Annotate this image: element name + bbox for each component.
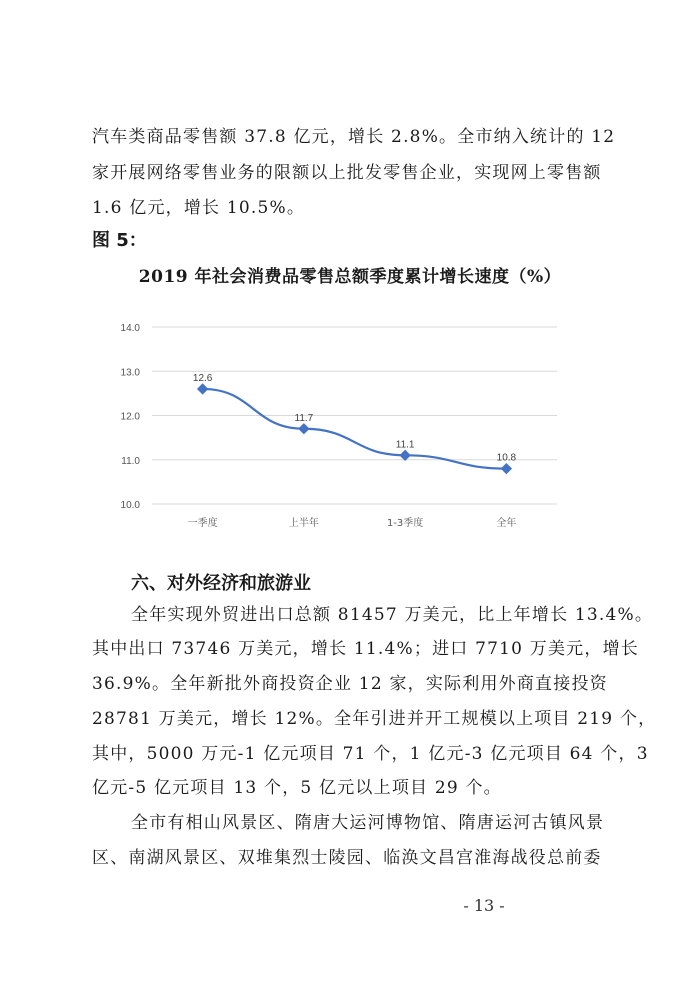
y-tick-label: 11.0: [121, 455, 140, 467]
paragraph-line: 1.6 亿元，增长 10.5%。: [92, 198, 306, 218]
chart-series: [197, 383, 512, 474]
paragraph-line: 亿元-5 亿元项目 13 个，5 亿元以上项目 29 个。: [92, 778, 502, 798]
x-tick-label: 上半年: [288, 518, 319, 529]
paragraph-line: 36.9%。全年新批外商投资企业 12 家，实际利用外商直接投资: [92, 674, 608, 694]
chart-gridlines: [152, 327, 557, 504]
paragraph-line: 全市有相山风景区、隋唐大运河博物馆、隋唐运河古镇风景: [131, 813, 605, 833]
y-axis-tick-labels: [121, 323, 141, 511]
paragraph-line: 28781 万美元，增长 12%。全年引进并开工规模以上项目 219 个，: [92, 709, 657, 729]
paragraph-line: 汽车类商品零售额 37.8 亿元，增长 2.8%。全市纳入统计的 12: [92, 127, 616, 147]
paragraph-line: 区、南湖风景区、双堆集烈士陵园、临涣文昌宫淮海战役总前委: [92, 848, 602, 868]
x-tick-label: 一季度: [187, 518, 218, 529]
y-tick-label: 10.0: [120, 500, 140, 511]
paragraph-line: 其中出口 73746 万美元，增长 11.4%；进口 7710 万美元，增长: [92, 639, 639, 659]
page-number: - 13 -: [463, 896, 505, 915]
y-tick-label: 12.0: [120, 411, 140, 423]
y-tick-label: 14.0: [120, 323, 140, 334]
series-line: [203, 389, 507, 469]
figure-label: 图 5：: [92, 230, 147, 251]
data-label: 11.1: [395, 439, 415, 451]
x-axis-tick-labels: [188, 516, 517, 529]
chart-title: 2019 年社会消费品零售总额季度累计增长速度（%）: [138, 267, 562, 287]
y-tick-label: 13.0: [120, 367, 140, 379]
data-point-marker: [501, 463, 512, 474]
x-tick-label: 1-3季度: [386, 518, 424, 529]
data-point-marker: [298, 423, 309, 434]
x-tick-label: 全年: [496, 518, 517, 529]
paragraph-line: 全年实现外贸进出口总额 81457 万美元，比上年增长 13.4%。: [131, 605, 654, 625]
data-point-marker: [197, 383, 208, 394]
data-label: 12.6: [192, 372, 213, 384]
data-label: 10.8: [496, 452, 517, 464]
paragraph-line: 其中，5000 万元-1 亿元项目 71 个，1 亿元-3 亿元项目 64 个，3: [92, 744, 649, 764]
section-heading: 六、对外经济和旅游业: [131, 573, 311, 594]
data-label: 11.7: [294, 412, 314, 424]
data-labels: [193, 373, 517, 464]
paragraph-line: 家开展网络零售业务的限额以上批发零售企业，实现网上零售额: [92, 163, 602, 183]
